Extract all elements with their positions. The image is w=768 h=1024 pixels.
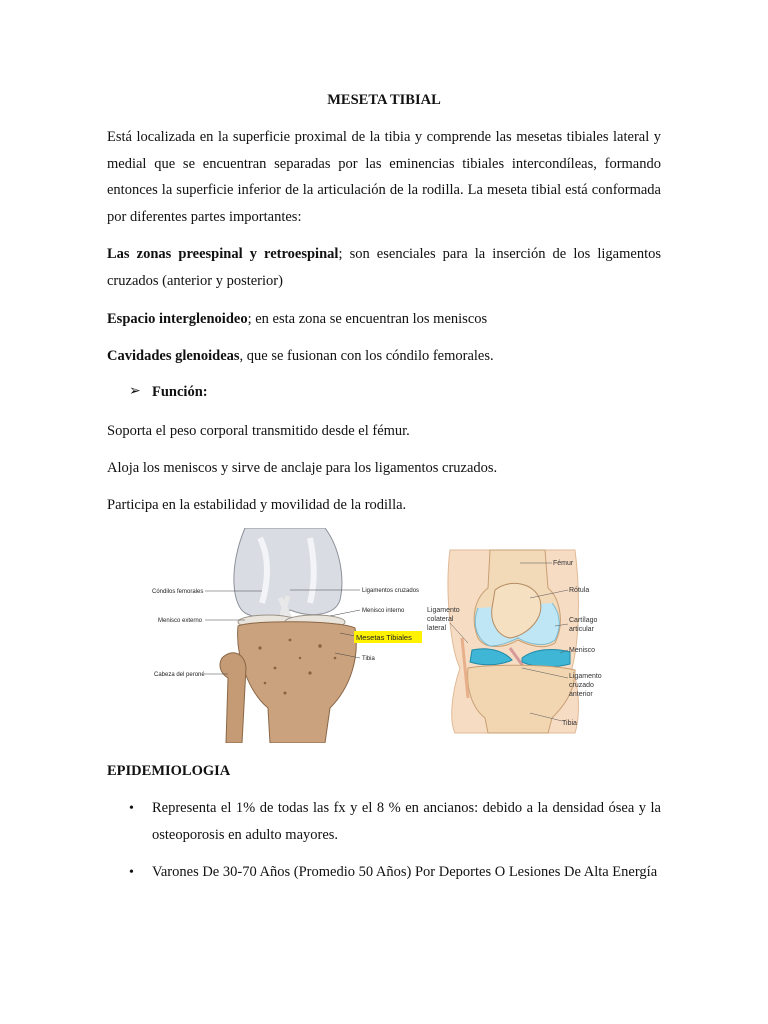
label-lig-colateral-2: colateral [427,616,454,623]
epidemiologia-item: Representa el 1% de todas las fx y el 8 % en ancianos: debido a la densidad ósea y la osteoporosis en adulto mayores. [152,800,661,843]
label-mesetas: Mesetas Tibiales [356,633,412,642]
label-ligamentos: Ligamentos cruzados [362,588,420,594]
label-lig-cruzado-3: anterior [569,691,593,698]
label-tibia-left: Tibia [362,656,375,662]
label-condilos: Cóndilos femorales [152,589,204,595]
funcion-item: Participa en la estabilidad y movilidad de la rodilla. [107,497,407,513]
part-term: Espacio interglenoideo [107,311,248,327]
funcion-heading: Función: [152,384,208,400]
part-text: ; son esenciales para la inserción de los ligamentos cruzados (anterior y posterior) [107,246,661,289]
label-cartilago: Cartílago [569,617,598,624]
label-lig-cruzado-2: cruzado [569,682,594,689]
knee-illustration-left [152,528,422,743]
part-glenoideas [107,348,494,365]
label-cabeza-perone: Cabeza del peroné [154,672,205,678]
arrow-bullet-icon: ➢ [129,384,141,399]
intro-paragraph: Está localizada en la superficie proximal de la tibia y comprende las mesetas tibiales lateral y medial que se encuentran separadas por las eminencias tibiales intercondíleas, formando entonces la superficie inferior de la articulación de la rodilla. La meseta tibial está conformada por diferentes partes importantes: [107,129,661,226]
label-menisco: Menisco [569,647,596,654]
fibula-shape [220,653,246,743]
part-preespinal [107,241,661,294]
label-cartilago-2: articular [569,626,594,633]
label-tibia-right: Tibia [562,720,577,727]
bullet-dot-icon: • [129,801,134,816]
knee-anatomy-figure [150,528,610,743]
epidemiologia-heading: EPIDEMIOLOGIA [107,763,231,779]
label-lig-cruzado: Ligamento [569,673,602,680]
funcion-item: Soporta el peso corporal transmitido desde el fémur. [107,423,410,439]
part-text: , que se fusionan con los cóndilo femorales. [239,348,494,364]
label-menisco-externo: Menisco externo [158,618,203,624]
part-text: ; en esta zona se encuentran los meniscos [247,311,488,327]
knee-illustration-right [427,550,602,733]
label-menisco-interno: Menisco interno [362,608,405,614]
label-lig-colateral-3: lateral [427,625,447,632]
epidemiologia-item: Varones De 30-70 Años (Promedio 50 Años) Por Deportes O Lesiones De Alta Energía [152,864,658,880]
part-interglenoideo [107,311,487,328]
tibia-shape [238,622,357,743]
part-term: Las zonas preespinal y retroespinal [107,246,339,262]
page-title: MESETA TIBIAL [327,92,441,108]
funcion-item: Aloja los meniscos y sirve de anclaje para los ligamentos cruzados. [107,460,498,476]
part-term: Cavidades glenoideas [107,348,240,364]
label-femur: Fémur [553,560,574,567]
label-lig-colateral: Ligamento [427,607,460,614]
bullet-dot-icon: • [129,865,134,880]
label-rotula: Rótula [569,587,590,594]
